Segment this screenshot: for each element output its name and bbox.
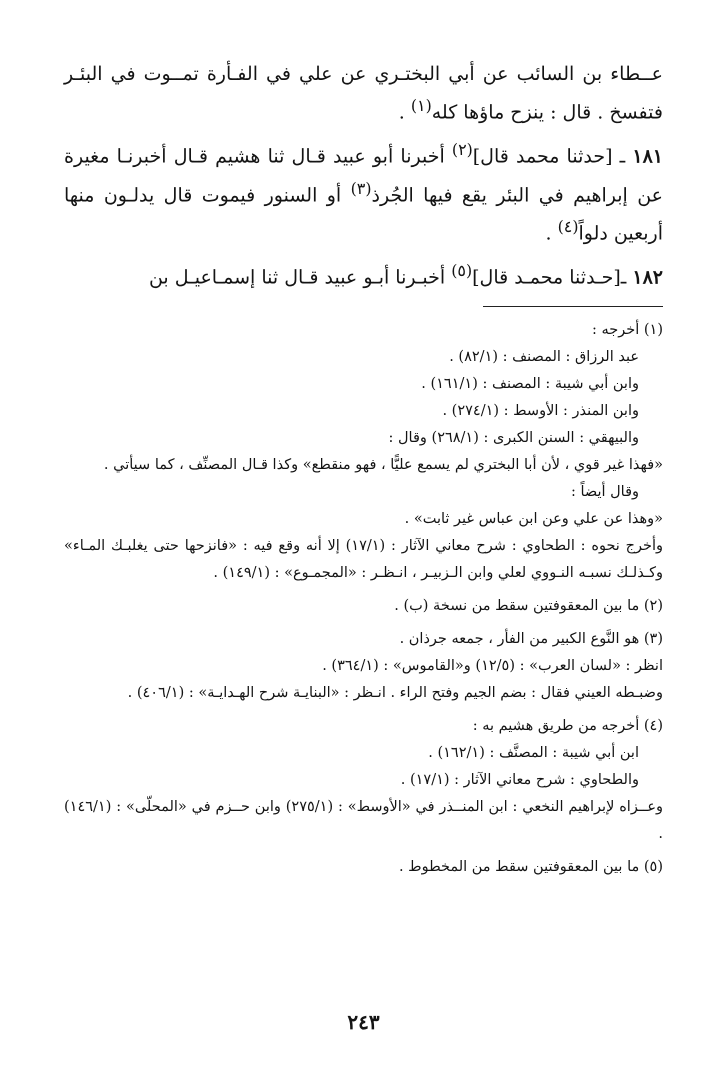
footnote-line: ابن أبي شيبة : المصنَّف : (١٦٢/١) .	[428, 744, 639, 761]
footnote-line: انظر : «لسان العرب» : (١٢/٥) و«القاموس» : (٣٦٤/١) .	[322, 657, 663, 674]
footnote-line: وابن المنذر : الأوسط : (٢٧٤/١) .	[442, 402, 639, 419]
footnote-ref: (٥)	[451, 261, 473, 281]
footnote-line: والبيهقي : السنن الكبرى : (٢٦٨/١) وقال :	[388, 429, 639, 446]
footnote-quote: «فهذا غير قوي ، لأن أبا البختري لم يسمع عليًّا ، فهو منقطع» وكذا قـال المصنِّف ، كما سيأتي .	[103, 456, 663, 473]
hadith-number: ١٨٢	[632, 266, 663, 289]
footnote-5: (٥) ما بين المعقوفتين سقط من المخطوط .	[398, 858, 663, 875]
paragraph-181: ١٨١ ـ [حدثنا محمد قال]$^{(٢)}$ أخبرنا أبو عبيد قـال ثنا هشيم قـال أخبرنـا مغيرة عن إبراهيم في البئر يقع فيها الجُرذ$^{(٣)}$ أو السنور فيموت قال يدلـون منها أربعين دلواً$^{(٤)}$ .	[64, 140, 663, 245]
footnote-4-title: (٤) أخرجه من طريق هشيم به :	[472, 717, 663, 734]
paragraph-1: عــطاء بن السائب عن أبي البختـري عن علي في الفـأرة تمــوت في البئـر فتفسخ . قال : ينزح ماؤها كله$^{(١)}$ .	[64, 63, 663, 124]
footnote-divider	[483, 306, 663, 307]
footnote-3-title: (٣) هو النَّوع الكبير من الفأر ، جمعه جرذان .	[399, 630, 663, 647]
footnotes	[64, 317, 663, 881]
hadith-number: ١٨١	[632, 145, 663, 168]
footnote-line: والطحاوي : شرح معاني الآثار : (١٧/١) .	[400, 771, 639, 788]
footnote-2: (٢) ما بين المعقوفتين سقط من نسخة (ب) .	[394, 597, 663, 614]
footnote-1-title: (١) أخرجه :	[592, 321, 663, 338]
footnote-line: وأخرج نحوه : الطحاوي : شرح معاني الآثار : (١٧/١) إلا أنه وقع فيه : «فانزحها حتى يغلبـك المـاء» وكـذلـك نسبـه النـووي لعلي وابن الـزبيـر ، انـظـر : «المجمـوع» : (١٤٩/١) .	[64, 537, 664, 581]
footnote-line: وعــزاه لإبراهيم النخعي : ابن المنــذر في «الأوسط» : (٢٧٥/١) وابن حــزم في «المحلّى» : (١٤٦/١) .	[64, 798, 663, 842]
main-text	[64, 58, 663, 294]
paragraph-182: ١٨٢ ـ[حـدثنا محمـد قال]$^{(٥)}$ أخبـرنا أبـو عبيد قـال ثنا إسمـاعيـل بن	[148, 261, 663, 289]
footnote-ref: (٤)	[557, 216, 579, 236]
footnote-ref: (١)	[410, 96, 432, 115]
footnote-line: وضبـطه العيني فقال : بضم الجيم وفتح الراء . انـظر : «البنايـة شرح الهـدايـة» : (٤٠٦/١) .	[127, 684, 663, 701]
footnote-line: وابن أبي شيبة : المصنف : (١٦١/١) .	[421, 375, 639, 392]
footnote-line: عبد الرزاق : المصنف : (٨٢/١) .	[449, 348, 639, 365]
footnote-line: وقال أيضاً :	[570, 483, 639, 500]
footnote-quote: «وهذا عن علي وعن ابن عباس غير ثابت» .	[404, 510, 663, 527]
page-number: ٢٤٣	[347, 1010, 380, 1034]
footnote-ref: (٣)	[350, 178, 372, 198]
footnote-ref: (٢)	[451, 140, 473, 160]
